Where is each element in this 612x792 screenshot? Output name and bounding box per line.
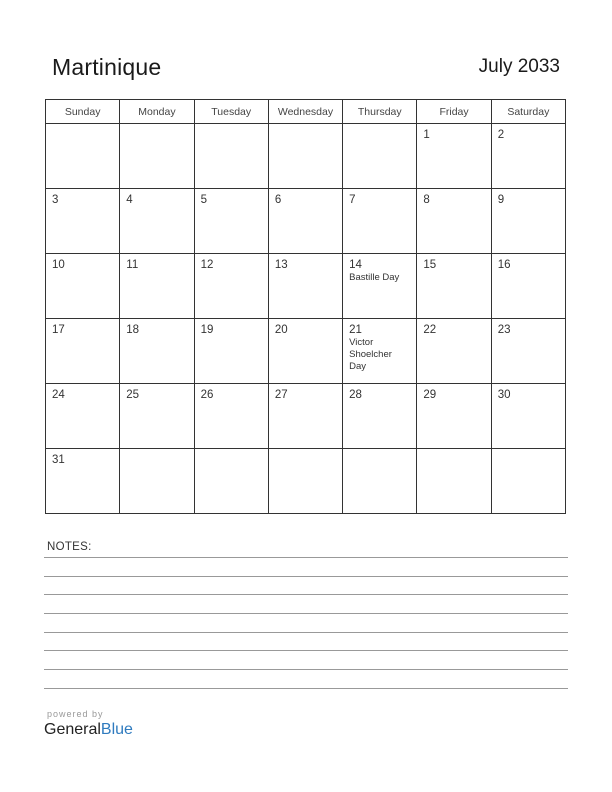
day-number: 9 [497, 194, 505, 206]
notes-line [44, 669, 568, 670]
day-cell [417, 124, 491, 189]
day-number: 13 [274, 259, 288, 271]
empty-day-cell [417, 449, 491, 514]
day-number: 29 [423, 389, 437, 401]
day-number: 8 [423, 194, 430, 206]
weekday-friday: Friday [417, 100, 491, 124]
day-number: 25 [126, 389, 140, 401]
day-number: 3 [52, 194, 59, 206]
holiday-label: Bastille Day [349, 272, 400, 283]
weekday-thursday: Thursday [343, 100, 417, 124]
weekday-saturday: Saturday [491, 100, 565, 124]
day-number: 27 [274, 389, 288, 401]
day-cell [491, 254, 565, 319]
empty-day-cell [120, 124, 194, 189]
day-cell [268, 384, 342, 449]
day-number: 28 [349, 389, 362, 401]
calendar-country-title: Martinique [52, 54, 162, 80]
weekday-sunday: Sunday [46, 100, 120, 124]
weekday-monday: Monday [120, 100, 194, 124]
day-cell [194, 384, 268, 449]
empty-day-cell [268, 124, 342, 189]
empty-day-cell [343, 124, 417, 189]
brand-blue: Blue [100, 721, 133, 738]
notes-line [44, 650, 568, 651]
calendar-weeks [46, 124, 566, 514]
powered-by-text: powered by [47, 709, 104, 719]
empty-day-cell [268, 449, 342, 514]
notes-line [44, 688, 568, 689]
day-number: 24 [52, 389, 65, 401]
day-number: 23 [497, 324, 511, 336]
day-cell [343, 189, 417, 254]
day-number: 4 [126, 194, 133, 206]
day-cell [194, 319, 268, 384]
day-number: 7 [349, 194, 356, 206]
notes-line [44, 576, 568, 577]
day-cell [343, 254, 417, 319]
day-cell [46, 319, 120, 384]
day-cell [46, 384, 120, 449]
day-cell [491, 384, 565, 449]
day-number: 6 [274, 194, 282, 206]
day-number: 19 [200, 324, 214, 336]
calendar-grid [45, 99, 566, 514]
empty-day-cell [120, 449, 194, 514]
day-cell [491, 319, 565, 384]
day-number: 15 [423, 259, 437, 271]
empty-day-cell [491, 449, 565, 514]
day-cell [194, 254, 268, 319]
calendar-month-title: July 2033 [478, 56, 560, 77]
notes-line [44, 632, 568, 633]
weekday-tuesday: Tuesday [194, 100, 268, 124]
brand-logo [44, 721, 133, 739]
day-cell [46, 254, 120, 319]
day-cell [194, 189, 268, 254]
day-number: 12 [200, 259, 214, 271]
day-number: 22 [423, 324, 437, 336]
day-cell [417, 254, 491, 319]
day-cell [268, 319, 342, 384]
day-number: 30 [497, 389, 511, 401]
day-cell [417, 319, 491, 384]
day-cell [120, 189, 194, 254]
day-cell [120, 384, 194, 449]
week-row [46, 384, 566, 449]
day-cell [343, 384, 417, 449]
day-number: 16 [497, 259, 511, 271]
day-number: 17 [52, 324, 65, 336]
day-cell [120, 319, 194, 384]
week-row [46, 124, 566, 189]
day-number: 2 [497, 129, 505, 141]
week-row [46, 449, 566, 514]
day-cell [46, 189, 120, 254]
weekday-header-row [46, 100, 566, 124]
notes-label: NOTES: [47, 541, 92, 553]
week-row [46, 319, 566, 384]
notes-line [44, 594, 568, 595]
day-cell [491, 124, 565, 189]
day-number: 20 [274, 324, 288, 336]
day-number: 11 [126, 259, 139, 271]
day-number: 21 [349, 324, 362, 336]
day-cell [46, 449, 120, 514]
day-cell [268, 189, 342, 254]
day-cell [417, 384, 491, 449]
empty-day-cell [343, 449, 417, 514]
day-number: 5 [200, 194, 207, 206]
week-row [46, 254, 566, 319]
day-cell [417, 189, 491, 254]
day-number: 18 [126, 324, 140, 336]
notes-line [44, 557, 568, 558]
brand-general: General [44, 721, 101, 738]
day-number: 10 [52, 259, 65, 271]
empty-day-cell [194, 124, 268, 189]
day-cell [491, 189, 565, 254]
day-number: 26 [200, 389, 214, 401]
notes-line [44, 613, 568, 614]
weekday-wednesday: Wednesday [268, 100, 342, 124]
day-cell [268, 254, 342, 319]
week-row [46, 189, 566, 254]
empty-day-cell [46, 124, 120, 189]
day-cell [343, 319, 417, 384]
day-number: 14 [349, 259, 362, 271]
holiday-label: Victor Shoelcher Day [349, 337, 392, 372]
day-cell [120, 254, 194, 319]
day-number: 1 [423, 129, 430, 141]
empty-day-cell [194, 449, 268, 514]
day-number: 31 [52, 454, 65, 466]
